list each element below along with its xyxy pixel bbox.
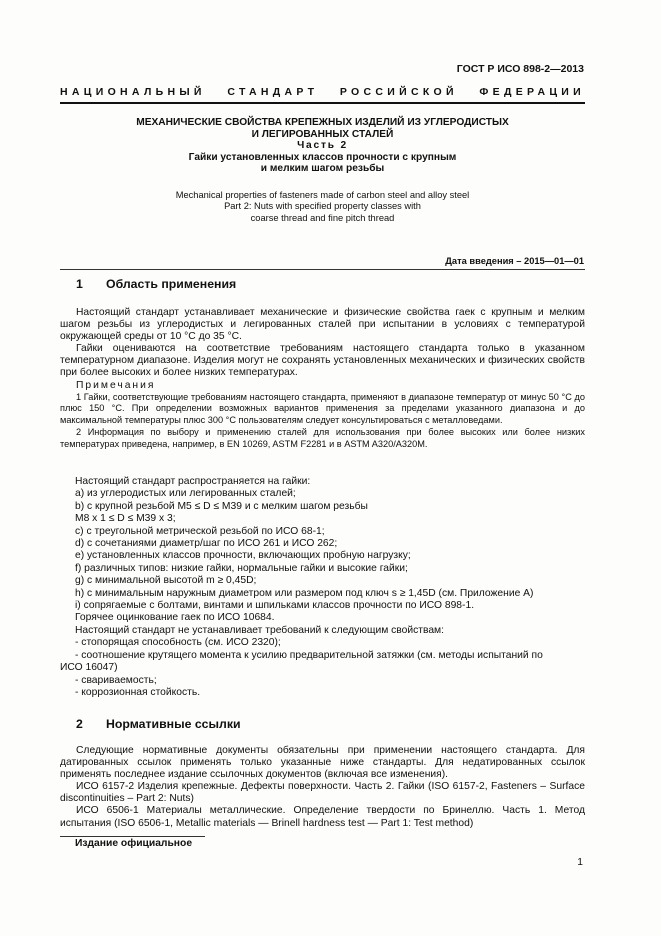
section-1-title: Область применения <box>106 277 237 291</box>
official-edition-label: Издание официальное <box>60 836 205 849</box>
title-ru-subtitle-1: Гайки установленных классов прочности с крупным <box>188 151 457 163</box>
section-2-paragraph-1: Следующие нормативные документы обязательны при применении настоящего стандарта. Для датированных ссылок применять только указанные ниже стандарты. Для недатированных ссылок применять последнее издание ссылочных документов (включая все изменения). <box>60 745 585 781</box>
scope-item-b-cont: M8 x 1 ≤ D ≤ M39 x 3; <box>75 513 176 525</box>
national-standard-title: НАЦИОНАЛЬНЫЙ СТАНДАРТ РОССИЙСКОЙ ФЕДЕРАЦИИ <box>60 86 585 98</box>
section-1-number: 1 <box>76 277 83 291</box>
exclusion-4: - коррозионная стойкость. <box>75 686 201 698</box>
scope-item-a: a) из углеродистых или легированных сталей; <box>75 488 296 500</box>
reference-1: ИСО 6157-2 Изделия крепежные. Дефекты поверхности. Часть 2. Гайки (ISO 6157-2, Fasteners – Surface discontinuities – Part 2: Nuts) <box>60 781 585 805</box>
scope-item-d: d) с сочетаниями диаметр/шаг по ИСО 261 и ИСО 262; <box>75 538 338 550</box>
section-1-paragraph-2: Гайки оцениваются на соответствие требованиям настоящего стандарта только в указанном температурном диапазоне. Изделия могут не сохранять установленных механических и физических свойств при более высоких и более низких температурах. <box>60 343 585 379</box>
document-title-block <box>60 117 585 224</box>
notes-title: Примечания <box>76 379 156 391</box>
header-rule <box>60 102 585 104</box>
scope-intro: Настоящий стандарт распространяется на гайки: <box>75 476 311 487</box>
section-1-intro <box>60 307 585 451</box>
section-1-paragraph-1: Настоящий стандарт устанавливает механические и физические свойства гаек с крупным и мелким шагом резьбы из углеродистых и легированных сталей при испытании в условиях с температурой окружающей среды от 10 °С до 35 °С. <box>60 307 585 343</box>
scope-item-g: g) с минимальной высотой m ≥ 0,45D; <box>75 575 257 587</box>
title-en-line-3: coarse thread and fine pitch thread <box>250 212 395 223</box>
exclusion-2-cont: ИСО 16047) <box>60 662 118 674</box>
note-1: 1 Гайки, соответствующие требованиям настоящего стандарта, применяют в диапазоне температур от минус 50 °С до плюс 150 °С. При определении возможных вариантов применения за пределами указанного диапазона и до максимальной температуры плюс 300 °С пользователям следует консультироваться с металловедами. <box>60 391 585 426</box>
section-2-body <box>60 745 585 830</box>
exclusion-3: - свариваемость; <box>75 674 157 686</box>
section-1-heading <box>76 277 236 291</box>
title-ru-part-text: Часть 2 <box>297 140 348 151</box>
scope-item-i: i) сопрягаемые с болтами, винтами и шпильками классов прочности по ИСО 898-1. <box>75 600 475 612</box>
effective-date: Дата введения – 2015—01—01 <box>445 256 584 266</box>
exclusion-1: - стопорящая способность (см. ИСО 2320); <box>75 637 281 649</box>
reference-2: ИСО 6506-1 Материалы металлические. Определение твердости по Бринеллю. Часть 1. Метод испытания (ISO 6506-1, Metallic materials — Brinell hardness test — Part 1: Test method) <box>60 805 585 829</box>
note-2: 2 Информация по выбору и применению сталей для использования при более высоких или более низких температурах приведена, например, в EN 10269, ASTM F2281 и в ASTM A320/A320M. <box>60 427 585 449</box>
scope-item-b: b) с крупной резьбой M5 ≤ D ≤ M39 и с мелким шагом резьбы <box>75 500 368 512</box>
exclusions-intro: Настоящий стандарт не устанавливает требований к следующим свойствам: <box>75 624 444 636</box>
section-2-title: Нормативные ссылки <box>106 717 241 731</box>
exclusion-2: - соотношение крутящего момента к усилию предварительной затяжки (см. методы испытаний по <box>75 649 543 661</box>
scope-list <box>60 476 585 699</box>
title-en-line-2: Part 2: Nuts with specified property classes with <box>224 201 421 212</box>
scope-item-c: c) с треугольной метрической резьбой по ИСО 68-1; <box>75 525 325 537</box>
title-ru-line-1: МЕХАНИЧЕСКИЕ СВОЙСТВА КРЕПЕЖНЫХ ИЗДЕЛИЙ ИЗ УГЛЕРОДИСТЫХ <box>136 117 509 128</box>
section-2-heading <box>76 717 241 731</box>
title-en-line-1: Mechanical properties of fasteners made of carbon steel and alloy steel <box>175 189 470 200</box>
scope-item-e: e) установленных классов прочности, включающих пробную нагрузку; <box>75 550 411 562</box>
scope-item-f: f) различных типов: низкие гайки, нормальные гайки и высокие гайки; <box>75 562 408 574</box>
standard-number: ГОСТ Р ИСО 898-2—2013 <box>456 63 584 75</box>
date-rule <box>60 269 585 270</box>
scope-galvanizing: Горячее оцинкование гаек по ИСО 10684. <box>75 612 275 624</box>
scope-item-h: h) с минимальным наружным диаметром или размером под ключ s ≥ 1,45D (см. Приложение А) <box>75 587 534 599</box>
section-2-number: 2 <box>76 717 83 731</box>
title-en-block <box>60 190 585 225</box>
title-ru-subtitle-2: и мелким шагом резьбы <box>260 163 385 174</box>
title-ru-line-2: И ЛЕГИРОВАННЫХ СТАЛЕЙ <box>251 128 394 140</box>
page-number: 1 <box>577 857 583 868</box>
title-ru-part <box>60 140 585 152</box>
